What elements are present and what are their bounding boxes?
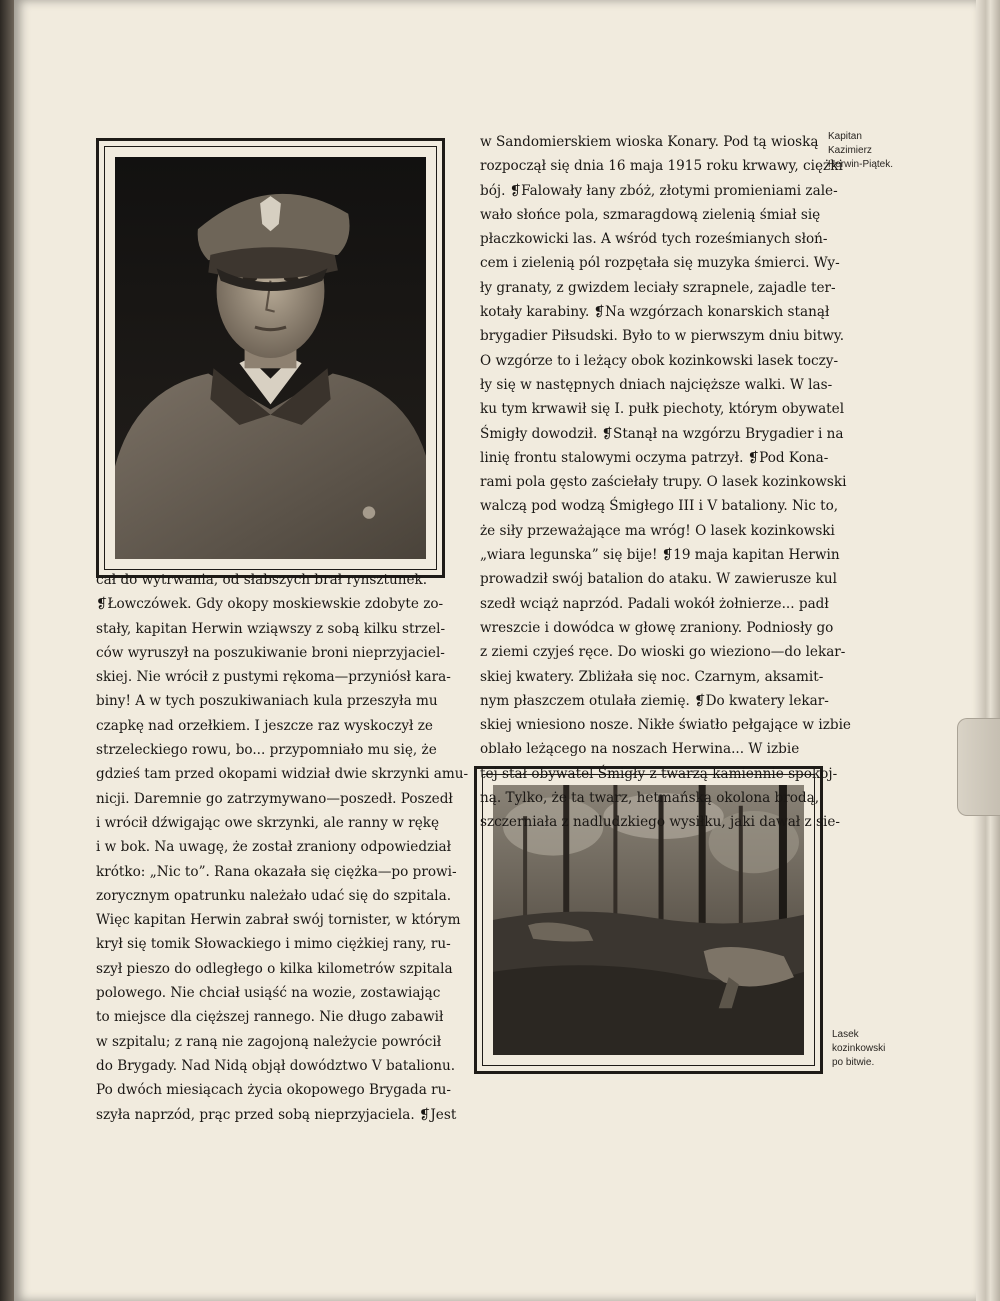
- text-line: brygadier Piłsudski. Było to w pierwszym dniu bitwy.: [480, 328, 845, 345]
- text-line: krył się tomik Słowackiego i mimo ciężkiej rany, ru-: [96, 936, 451, 953]
- portrait-frame: [96, 138, 445, 578]
- text-line: bój. ❡Falowały łany zbóż, złotymi promieniami zale-: [480, 182, 838, 199]
- text-line: w szpitalu; z raną nie zagojoną należycie powrócił: [96, 1033, 442, 1050]
- text-line: i w bok. Na uwagę, że został zraniony odpowiedział: [96, 839, 452, 856]
- text-line: ku tym krwawił się I. pułk piechoty, którym obywatel: [480, 401, 845, 418]
- text-line: ców wyruszył na poszukiwanie broni nieprzyjaciel-: [96, 644, 445, 661]
- portrait-inner-border: [104, 146, 437, 570]
- text-line: tej stał obywatel Śmigły z twarzą kamiennie spokoj-: [480, 765, 838, 782]
- text-line: oblało leżącego na noszach Herwina... W izbie: [480, 741, 800, 758]
- text-line: to miejsce dla cięższej rannego. Nie długo zabawił: [96, 1009, 444, 1026]
- caption-line: Kazimierz: [828, 145, 872, 156]
- text-line: gdzieś tam przed okopami widział dwie skrzynki amu-: [96, 766, 469, 783]
- text-line: stały, kapitan Herwin wziąwszy z sobą kilku strzel-: [96, 620, 446, 637]
- text-line: kotały karabiny. ❡Na wzgórzach konarskich stanął: [480, 304, 830, 321]
- text-line: nicji. Daremnie go zatrzymywano—poszedł. Poszedł: [96, 790, 453, 807]
- text-line: Śmigły dowodził. ❡Stanął na wzgórzu Brygadier i na: [480, 425, 844, 442]
- text-line: Po dwóch miesiącach życia okopowego Brygada ru-: [96, 1082, 451, 1099]
- text-line: zorycznym opatrunku należało udać się do szpitala.: [96, 887, 452, 904]
- text-line: rozpoczął się dnia 16 maja 1915 roku krwawy, ciężki: [480, 158, 843, 175]
- caption-line: Lasek: [832, 1029, 859, 1040]
- text-line: Więc kapitan Herwin zabrał swój tornister, w którym: [96, 912, 461, 929]
- photo-caption: [832, 1028, 885, 1070]
- caption-line: po bitwie.: [832, 1057, 875, 1068]
- caption-line: Herwin-Piątek.: [828, 159, 894, 170]
- text-line: w Sandomierskiem wioska Konary. Pod tą wioską: [480, 134, 819, 150]
- text-line: ły granaty, z gwizdem leciały szrapnele, zajadle ter-: [480, 279, 836, 296]
- text-line: szył pieszo do odległego o kilka kilometrów szpitala: [96, 960, 453, 977]
- text-line: nym płaszczem otulała ziemię. ❡Do kwatery lekar-: [480, 692, 829, 709]
- text-line: cem i zielenią pól rozpętała się muzyka śmierci. Wy-: [480, 255, 840, 272]
- text-line: z ziemi czyjeś ręce. Do wioski go wieziono—do lekar-: [480, 644, 846, 661]
- text-line: prowadził swój batalion do ataku. W zawierusze kul: [480, 571, 837, 588]
- text-line: biny! A w tych poszukiwaniach kula przeszyła mu: [96, 693, 438, 710]
- text-line: ły się w następnych dniach najcięższe walki. W las-: [480, 376, 833, 393]
- text-line: i wrócił dźwigając owe skrzynki, ale ranny w rękę: [96, 814, 440, 831]
- text-line: szedł wciąż naprzód. Padali wokół żołnierze... padł: [480, 595, 829, 612]
- text-line: cał do wytrwania, od słabszych brał rynsztunek.: [96, 572, 428, 588]
- book-spine-edge: [0, 0, 14, 1301]
- text-line: wreszcie i dowódca w głowę zraniony. Podniosły go: [480, 619, 834, 636]
- text-line: ❡Łowczówek. Gdy okopy moskiewskie zdobyte zo-: [96, 596, 444, 613]
- portrait-photo: [115, 157, 426, 559]
- text-line: do Brygady. Nad Nidą objął dowództwo V batalionu.: [96, 1057, 456, 1074]
- text-line: krótko: „Nic to”. Rana okazała się ciężka—po prowi-: [96, 863, 457, 880]
- text-line: O wzgórze to i leżący obok kozinkowski lasek toczy-: [480, 352, 839, 369]
- text-line: „wiara legunska” się bije! ❡19 maja kapitan Herwin: [480, 547, 840, 564]
- page-tab-marker: [957, 718, 1000, 816]
- left-column-text: [96, 568, 469, 1127]
- text-line: ną. Tylko, że ta twarz, hetmańską okolona brodą,: [480, 790, 820, 807]
- caption-line: Kapitan: [828, 131, 862, 142]
- text-line: szyła naprzód, prąc przed sobą nieprzyjaciela. ❡Jest: [96, 1106, 457, 1123]
- text-line: skiej wniesiono nosze. Nikłe światło pełgające w izbie: [480, 717, 851, 734]
- text-line: polowego. Nie chciał usiąść na wozie, zostawiając: [96, 985, 441, 1002]
- text-line: skiej kwatery. Zbliżała się noc. Czarnym, aksamit-: [480, 668, 824, 685]
- text-line: czapkę nad orzełkiem. I jeszcze raz wyskoczył ze: [96, 717, 433, 734]
- text-line: linię frontu stalowymi oczyma patrzył. ❡Pod Kona-: [480, 449, 829, 466]
- text-line: walczą pod wodzą Śmigłego III i V bataliony. Nic to,: [480, 498, 839, 515]
- text-line: płaczkowicki las. A wśród tych roześmianych słoń-: [480, 231, 828, 248]
- text-line: że siły przeważające ma wróg! O lasek kozinkowski: [480, 522, 835, 539]
- text-line: rami pola gęsto zaściełały trupy. O lasek kozinkowski: [480, 474, 847, 491]
- text-line: szczerniała z nadludzkiego wysiłku, jaki dawał z sie-: [480, 814, 840, 831]
- text-line: skiej. Nie wrócił z pustymi rękoma—przyniósł kara-: [96, 669, 451, 686]
- page-stack-edge: [976, 0, 1000, 1301]
- text-line: wało słońce pola, szmaragdową zielenią śmiał się: [480, 206, 821, 223]
- caption-line: kozinkowski: [832, 1043, 886, 1054]
- text-line: strzeleckiego rowu, bo... przypomniało mu się, że: [96, 742, 437, 759]
